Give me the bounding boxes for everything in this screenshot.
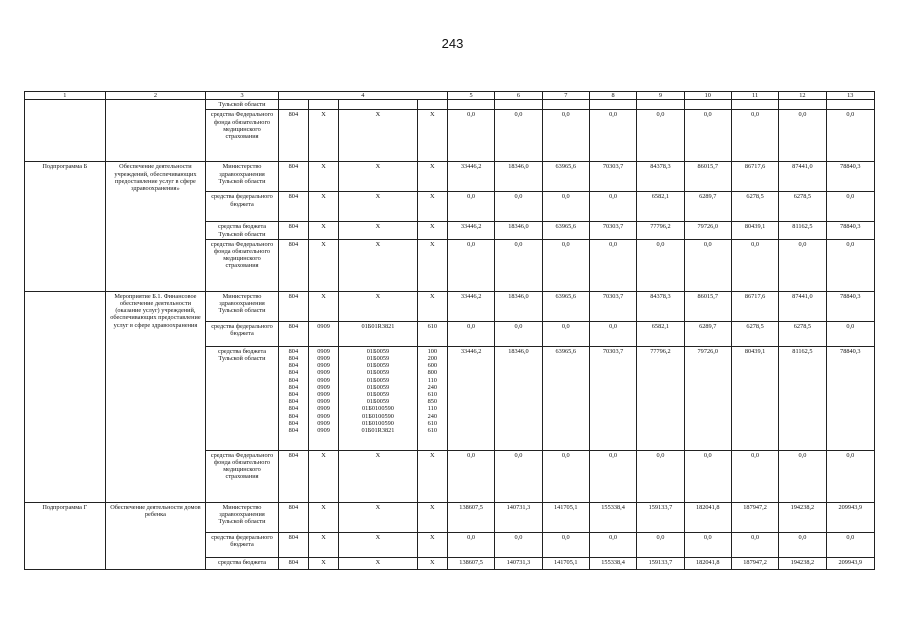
amount-cell: 84378,3 xyxy=(637,162,684,192)
target-article-cell: Х xyxy=(339,502,418,532)
amount-cell: 0,0 xyxy=(589,110,636,162)
section-code-cell: Х xyxy=(308,557,338,569)
amount-cell: 187947,2 xyxy=(731,557,778,569)
amount-cell: 0,0 xyxy=(447,192,494,222)
amount-cell: 140731,3 xyxy=(495,502,542,532)
amount-cell: 138607,5 xyxy=(447,502,494,532)
ministry-code-cell: 804 xyxy=(278,502,308,532)
amount-cell: 80439,1 xyxy=(731,222,778,239)
program-name-cell: Подпрограмма Б xyxy=(25,162,106,291)
section-code-cell: Х xyxy=(308,291,338,321)
amount-cell: 0,0 xyxy=(826,239,874,291)
amount-cell: 0,0 xyxy=(731,110,778,162)
amount-cell: 0,0 xyxy=(495,110,542,162)
amount-cell: 0,0 xyxy=(684,450,731,502)
amount-cell: 141705,1 xyxy=(542,502,589,532)
expense-type-cell: Х xyxy=(417,222,447,239)
amount-cell: 0,0 xyxy=(589,450,636,502)
amount-cell: 18346,0 xyxy=(495,222,542,239)
amount-cell: 80439,1 xyxy=(731,346,778,450)
column-header: 9 xyxy=(637,92,684,100)
amount-cell: 0,0 xyxy=(731,239,778,291)
amount-cell: 155338,4 xyxy=(589,502,636,532)
ministry-code-cell: 804 xyxy=(278,321,308,346)
amount-cell: 0,0 xyxy=(826,450,874,502)
column-header: 3 xyxy=(206,92,279,100)
funding-source-cell: средства Федерального фонда обязательного медицинского страхования xyxy=(206,450,279,502)
amount-cell: 86717,6 xyxy=(731,291,778,321)
ministry-code-cell: 804 xyxy=(278,532,308,557)
amount-cell: 140731,3 xyxy=(495,557,542,569)
funding-source-cell: средства федерального бюджета xyxy=(206,532,279,557)
expense-type-cell: Х xyxy=(417,502,447,532)
funding-source-cell: Министерство здравоохранения Тульской области xyxy=(206,162,279,192)
amount-cell: 0,0 xyxy=(684,110,731,162)
amount-cell: 87441,0 xyxy=(779,291,826,321)
amount-cell: 182041,8 xyxy=(684,502,731,532)
amount-cell: 0,0 xyxy=(542,450,589,502)
amount-cell: 6582,1 xyxy=(637,192,684,222)
amount-cell: 77796,2 xyxy=(637,222,684,239)
amount-cell: 0,0 xyxy=(447,239,494,291)
amount-cell xyxy=(779,100,826,110)
column-header: 2 xyxy=(105,92,206,100)
target-article-cell: Х xyxy=(339,450,418,502)
amount-cell: 194238,2 xyxy=(779,502,826,532)
column-header: 7 xyxy=(542,92,589,100)
expense-type-cell: Х xyxy=(417,110,447,162)
amount-cell: 79726,0 xyxy=(684,222,731,239)
amount-cell: 209943,9 xyxy=(826,557,874,569)
amount-cell: 0,0 xyxy=(731,450,778,502)
amount-cell: 0,0 xyxy=(637,239,684,291)
ministry-code-cell: 804 xyxy=(278,192,308,222)
ministry-code-cell: 804 xyxy=(278,291,308,321)
ministry-code-cell: 804 xyxy=(278,162,308,192)
target-article-cell: Х xyxy=(339,557,418,569)
program-name-cell xyxy=(25,291,106,502)
program-name-cell xyxy=(25,100,106,162)
target-article-cell: Х xyxy=(339,239,418,291)
amount-cell: 84378,3 xyxy=(637,291,684,321)
amount-cell: 6278,5 xyxy=(779,192,826,222)
amount-cell: 0,0 xyxy=(779,110,826,162)
column-header: 8 xyxy=(589,92,636,100)
funding-source-cell: средства федерального бюджета xyxy=(206,321,279,346)
amount-cell: 70303,7 xyxy=(589,222,636,239)
section-code-cell: Х xyxy=(308,110,338,162)
column-header: 5 xyxy=(447,92,494,100)
column-header: 1 xyxy=(25,92,106,100)
amount-cell: 81162,5 xyxy=(779,222,826,239)
program-description-cell: Обеспечение деятельности учреждений, обеспечивающих предоставление услуг в сфере здравоохранения» xyxy=(105,162,206,291)
program-description-cell: Мероприятие Б.1. Финансовое обеспечение деятельности (оказание услуг) учреждений, обеспечивающих предоставление услуг в сфере здравоохранения xyxy=(105,291,206,502)
amount-cell: 18346,0 xyxy=(495,291,542,321)
amount-cell: 0,0 xyxy=(495,532,542,557)
expense-type-cell: 610 xyxy=(417,321,447,346)
funding-source-cell: средства федерального бюджета xyxy=(206,192,279,222)
amount-cell: 0,0 xyxy=(447,110,494,162)
section-code-cell: 0909 0909 0909 0909 0909 0909 0909 0909 0909 0909 0909 0909 xyxy=(308,346,338,450)
amount-cell: 0,0 xyxy=(637,532,684,557)
amount-cell: 77796,2 xyxy=(637,346,684,450)
expense-type-cell: Х xyxy=(417,192,447,222)
amount-cell: 6278,5 xyxy=(731,321,778,346)
expense-type-cell: Х xyxy=(417,239,447,291)
amount-cell: 0,0 xyxy=(826,321,874,346)
amount-cell: 0,0 xyxy=(826,110,874,162)
section-code-cell: Х xyxy=(308,222,338,239)
amount-cell xyxy=(731,100,778,110)
amount-cell: 182041,8 xyxy=(684,557,731,569)
expense-type-cell xyxy=(417,100,447,110)
program-description-cell xyxy=(105,100,206,162)
amount-cell xyxy=(589,100,636,110)
column-header: 13 xyxy=(826,92,874,100)
amount-cell: 63965,6 xyxy=(542,162,589,192)
expense-type-cell: Х xyxy=(417,532,447,557)
amount-cell: 6278,5 xyxy=(731,192,778,222)
amount-cell: 0,0 xyxy=(495,321,542,346)
section-code-cell xyxy=(308,100,338,110)
amount-cell: 0,0 xyxy=(779,239,826,291)
funding-source-cell: средства Федерального фонда обязательного медицинского страхования xyxy=(206,239,279,291)
amount-cell: 6278,5 xyxy=(779,321,826,346)
target-article-cell: Х xyxy=(339,291,418,321)
expense-type-cell: Х xyxy=(417,291,447,321)
table-row xyxy=(25,100,875,110)
amount-cell: 70303,7 xyxy=(589,346,636,450)
amount-cell: 0,0 xyxy=(542,532,589,557)
section-code-cell: 0909 xyxy=(308,321,338,346)
section-code-cell: Х xyxy=(308,192,338,222)
amount-cell: 0,0 xyxy=(826,532,874,557)
amount-cell: 0,0 xyxy=(637,450,684,502)
amount-cell: 63965,6 xyxy=(542,222,589,239)
amount-cell: 6289,7 xyxy=(684,192,731,222)
funding-source-cell: средства Федерального фонда обязательного медицинского страхования xyxy=(206,110,279,162)
amount-cell: 86717,6 xyxy=(731,162,778,192)
ministry-code-cell: 804 xyxy=(278,450,308,502)
amount-cell: 78840,3 xyxy=(826,222,874,239)
funding-source-cell: Министерство здравоохранения Тульской области xyxy=(206,291,279,321)
expense-type-cell: Х xyxy=(417,162,447,192)
column-header: 12 xyxy=(779,92,826,100)
ministry-code-cell xyxy=(278,100,308,110)
amount-cell: 0,0 xyxy=(542,192,589,222)
target-article-cell: Х xyxy=(339,192,418,222)
section-code-cell: Х xyxy=(308,502,338,532)
amount-cell: 78840,3 xyxy=(826,162,874,192)
amount-cell: 86015,7 xyxy=(684,162,731,192)
amount-cell: 159133,7 xyxy=(637,502,684,532)
amount-cell: 209943,9 xyxy=(826,502,874,532)
amount-cell: 0,0 xyxy=(447,450,494,502)
amount-cell: 0,0 xyxy=(542,110,589,162)
ministry-code-cell: 804 xyxy=(278,110,308,162)
amount-cell: 86015,7 xyxy=(684,291,731,321)
section-code-cell: Х xyxy=(308,162,338,192)
program-description-cell: Обеспечение деятельности домов ребенка xyxy=(105,502,206,569)
target-article-cell: Х xyxy=(339,532,418,557)
amount-cell: 0,0 xyxy=(684,239,731,291)
amount-cell: 79726,0 xyxy=(684,346,731,450)
program-name-cell: Подпрограмма Г xyxy=(25,502,106,569)
table-header-row xyxy=(25,92,875,100)
amount-cell: 0,0 xyxy=(779,532,826,557)
amount-cell: 6289,7 xyxy=(684,321,731,346)
ministry-code-cell: 804 xyxy=(278,222,308,239)
amount-cell: 18346,0 xyxy=(495,162,542,192)
amount-cell xyxy=(495,100,542,110)
amount-cell: 187947,2 xyxy=(731,502,778,532)
column-header: 6 xyxy=(495,92,542,100)
amount-cell xyxy=(447,100,494,110)
amount-cell: 33446,2 xyxy=(447,346,494,450)
ministry-code-cell: 804 xyxy=(278,557,308,569)
amount-cell xyxy=(826,100,874,110)
amount-cell: 81162,5 xyxy=(779,346,826,450)
amount-cell: 6582,1 xyxy=(637,321,684,346)
amount-cell: 0,0 xyxy=(684,532,731,557)
amount-cell: 33446,2 xyxy=(447,291,494,321)
amount-cell: 0,0 xyxy=(447,321,494,346)
amount-cell: 0,0 xyxy=(589,532,636,557)
expense-type-cell: Х xyxy=(417,557,447,569)
amount-cell: 63965,6 xyxy=(542,291,589,321)
ministry-code-cell: 804 xyxy=(278,239,308,291)
amount-cell: 0,0 xyxy=(495,450,542,502)
amount-cell: 155338,4 xyxy=(589,557,636,569)
amount-cell: 78840,3 xyxy=(826,291,874,321)
funding-source-cell: средства бюджета Тульской области xyxy=(206,346,279,450)
amount-cell: 78840,3 xyxy=(826,346,874,450)
amount-cell: 87441,0 xyxy=(779,162,826,192)
funding-source-cell: средства бюджета xyxy=(206,557,279,569)
amount-cell xyxy=(542,100,589,110)
amount-cell: 70303,7 xyxy=(589,291,636,321)
column-header: 11 xyxy=(731,92,778,100)
column-header: 10 xyxy=(684,92,731,100)
amount-cell: 0,0 xyxy=(637,110,684,162)
amount-cell: 33446,2 xyxy=(447,162,494,192)
target-article-cell: 01Б01R3821 xyxy=(339,321,418,346)
target-article-cell xyxy=(339,100,418,110)
section-code-cell: Х xyxy=(308,239,338,291)
column-header: 4 xyxy=(278,92,447,100)
target-article-cell: Х xyxy=(339,162,418,192)
amount-cell: 18346,0 xyxy=(495,346,542,450)
amount-cell xyxy=(637,100,684,110)
amount-cell: 33446,2 xyxy=(447,222,494,239)
table-row xyxy=(25,162,875,192)
amount-cell: 0,0 xyxy=(495,239,542,291)
section-code-cell: Х xyxy=(308,532,338,557)
amount-cell: 0,0 xyxy=(447,532,494,557)
expense-type-cell: 100 200 600 800 110 240 610 850 110 240 610 610 xyxy=(417,346,447,450)
target-article-cell: 01Б0059 01Б0059 01Б0059 01Б0059 01Б0059 01Б0059 01Б0059 01Б0059 01Б0100590 01Б0100590 01Б0100590 01Б01R3821 xyxy=(339,346,418,450)
amount-cell: 0,0 xyxy=(495,192,542,222)
page-number: 243 xyxy=(441,36,464,51)
target-article-cell: Х xyxy=(339,222,418,239)
ministry-code-cell: 804 804 804 804 804 804 804 804 804 804 804 804 xyxy=(278,346,308,450)
amount-cell: 0,0 xyxy=(589,239,636,291)
budget-table xyxy=(24,91,875,570)
amount-cell: 194238,2 xyxy=(779,557,826,569)
amount-cell: 141705,1 xyxy=(542,557,589,569)
amount-cell: 0,0 xyxy=(731,532,778,557)
amount-cell: 0,0 xyxy=(542,321,589,346)
section-code-cell: Х xyxy=(308,450,338,502)
amount-cell: 70303,7 xyxy=(589,162,636,192)
amount-cell: 63965,6 xyxy=(542,346,589,450)
amount-cell: 0,0 xyxy=(542,239,589,291)
amount-cell: 138607,5 xyxy=(447,557,494,569)
expense-type-cell: Х xyxy=(417,450,447,502)
amount-cell: 0,0 xyxy=(826,192,874,222)
amount-cell: 0,0 xyxy=(589,192,636,222)
amount-cell: 159133,7 xyxy=(637,557,684,569)
funding-source-cell: Министерство здравоохранения Тульской области xyxy=(206,502,279,532)
funding-source-cell: Тульской области xyxy=(206,100,279,110)
table-row xyxy=(25,502,875,532)
funding-source-cell: средства бюджета Тульской области xyxy=(206,222,279,239)
amount-cell: 0,0 xyxy=(779,450,826,502)
target-article-cell: Х xyxy=(339,110,418,162)
amount-cell xyxy=(684,100,731,110)
amount-cell: 0,0 xyxy=(589,321,636,346)
table-row xyxy=(25,291,875,321)
